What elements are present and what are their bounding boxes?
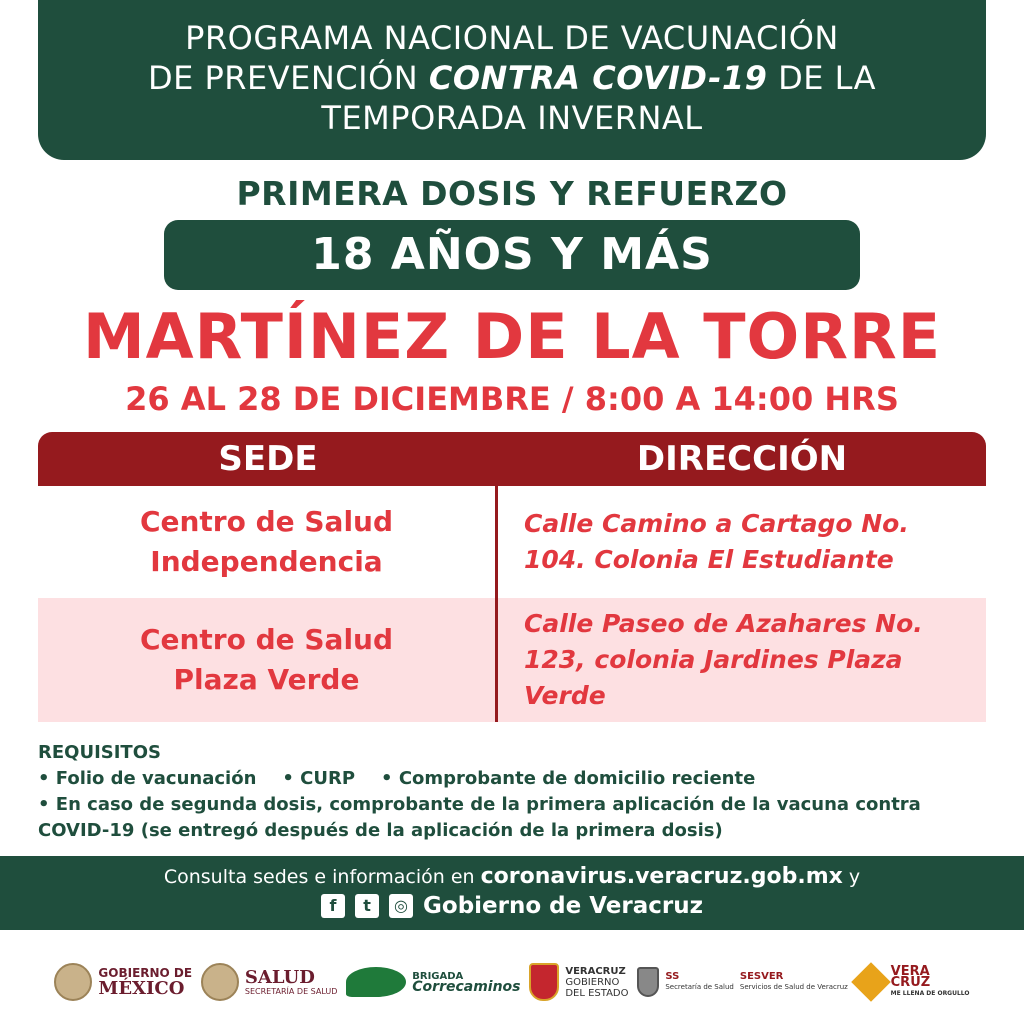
consult-text: Consulta sedes e información en coronavirus.veracruz.gob.mx y xyxy=(163,864,861,889)
shield-icon xyxy=(529,963,559,1001)
header-line-2: DE PREVENCIÓN CONTRA COVID-19 DE LA xyxy=(147,59,877,97)
veracruz-gobierno-logo: VERACRUZ GOBIERNO DEL ESTADO xyxy=(529,963,628,1001)
shield-icon xyxy=(637,967,659,997)
locations-table xyxy=(38,432,986,722)
requirements-list: • Folio de vacunación • CURP • Comprobante de domicilio reciente xyxy=(38,768,756,789)
direccion-cell: Calle Paseo de Azahares No. 123, colonia Jardines Plaza Verde xyxy=(524,609,923,710)
age-badge: 18 AÑOS Y MÁS xyxy=(164,220,860,290)
seal-icon xyxy=(54,963,92,1001)
twitter-icon[interactable]: t xyxy=(355,894,379,918)
veracruz-orgullo-logo: VERA CRUZ ME LLENA DE ORGULLO xyxy=(857,966,970,999)
brigada-correcaminos-logo: BRIGADA Correcaminos xyxy=(346,967,520,997)
ss-sesver-logo: SS Secretaría de Salud SESVER Servicios de Salud de Veracruz xyxy=(637,967,848,997)
table-row xyxy=(38,598,986,722)
facebook-icon[interactable]: f xyxy=(321,894,345,918)
roadrunner-icon xyxy=(346,967,406,997)
header-line-1: PROGRAMA NACIONAL DE VACUNACIÓN xyxy=(185,19,839,57)
footer-banner xyxy=(0,856,1024,930)
header-line-3: TEMPORADA INVERNAL xyxy=(321,99,703,137)
seal-icon xyxy=(201,963,239,1001)
salud-logo: SALUD SECRETARÍA DE SALUD xyxy=(201,963,338,1001)
social-row xyxy=(0,893,1024,919)
requirements-note-1: • En caso de segunda dosis, comprobante de la primera aplicación de la vacuna contra xyxy=(38,794,921,815)
header-banner xyxy=(38,0,986,160)
social-handle: Gobierno de Veracruz xyxy=(423,893,703,919)
flower-icon xyxy=(851,962,891,1002)
subtitle: PRIMERA DOSIS Y REFUERZO xyxy=(236,174,788,213)
requirements-note-2: COVID-19 (se entregó después de la aplicación de la primera dosis) xyxy=(38,820,723,841)
city-title: MARTÍNEZ DE LA TORRE xyxy=(82,300,942,373)
table-row xyxy=(38,486,986,598)
sede-cell: Centro de Salud Independencia xyxy=(38,486,498,598)
requirements-title: REQUISITOS xyxy=(38,742,161,763)
header-sede: SEDE xyxy=(218,439,318,479)
header-direccion: DIRECCIÓN xyxy=(636,439,848,479)
dates-schedule: 26 AL 28 DE DICIEMBRE / 8:00 A 14:00 HRS xyxy=(125,380,899,418)
website-link[interactable]: coronavirus.veracruz.gob.mx xyxy=(480,864,843,889)
table-header xyxy=(38,432,986,486)
gobierno-mexico-logo: GOBIERNO DE MÉXICO xyxy=(54,963,192,1001)
logos-bar xyxy=(0,940,1024,1024)
sede-cell: Centro de Salud Plaza Verde xyxy=(38,598,498,722)
direccion-cell: Calle Camino a Cartago No. 104. Colonia El Estudiante xyxy=(524,509,909,574)
instagram-icon[interactable]: ◎ xyxy=(389,894,413,918)
requirements xyxy=(38,740,986,844)
